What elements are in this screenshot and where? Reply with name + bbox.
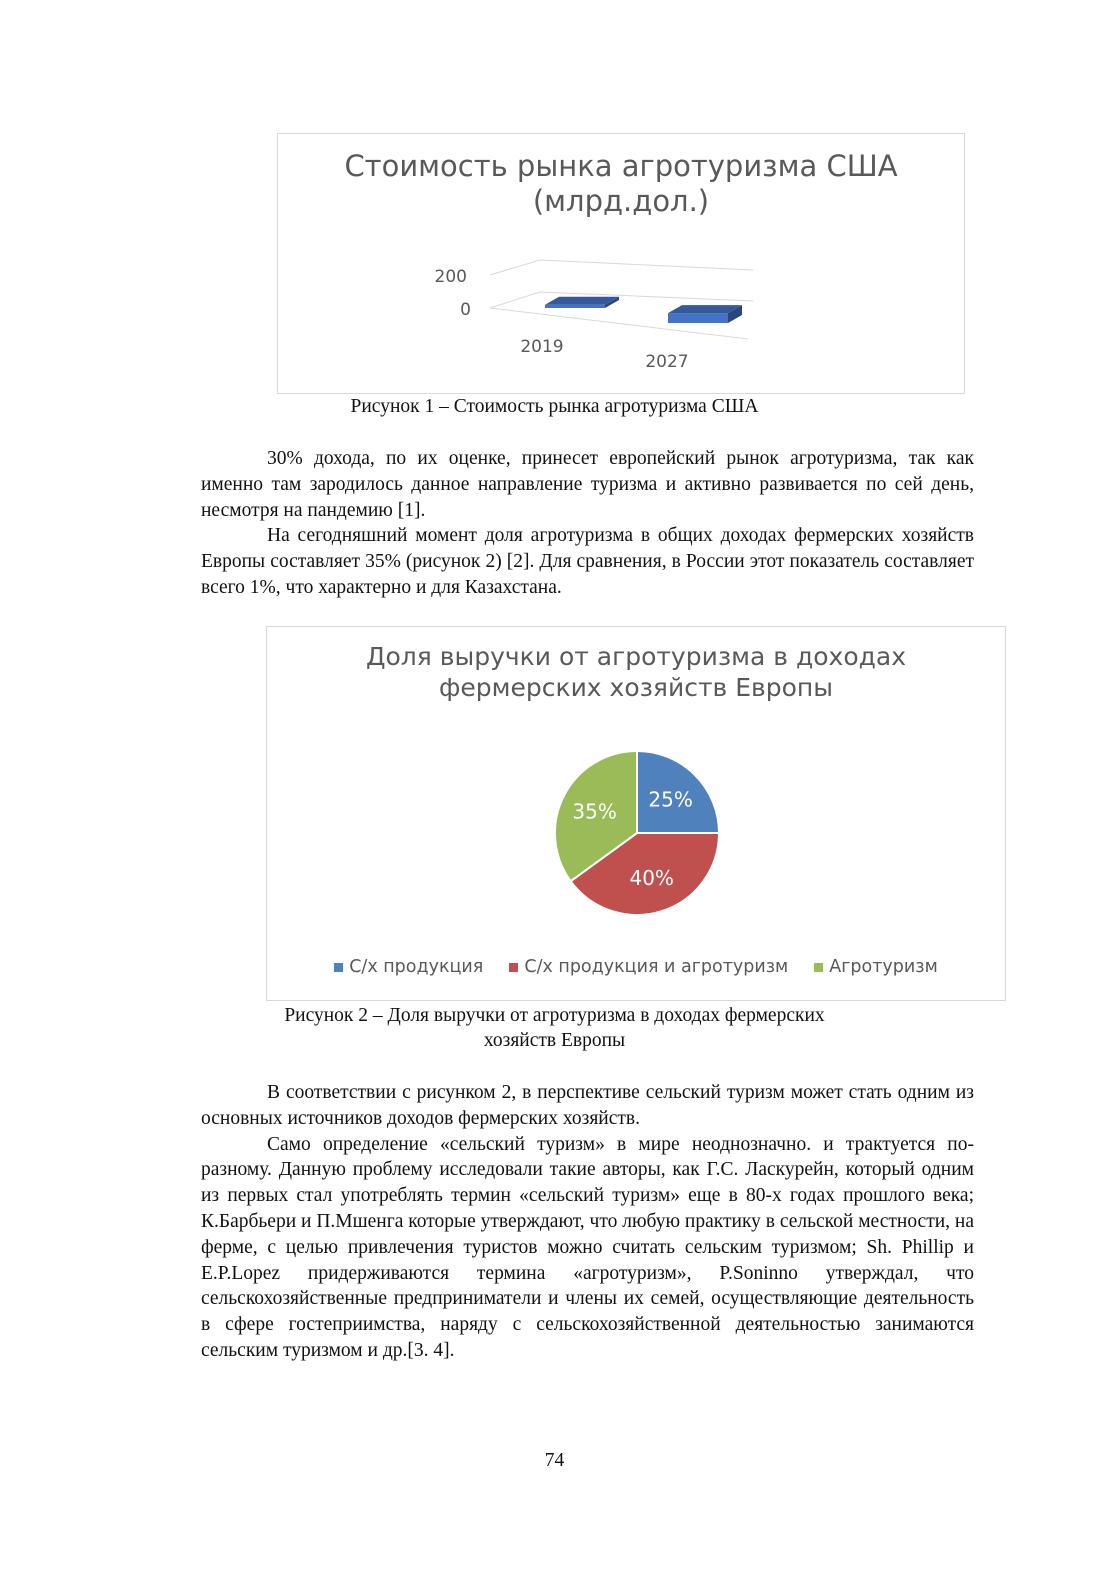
legend-label: С/х продукция (349, 957, 484, 977)
pie-chart (266, 626, 1006, 1001)
bar-chart-title-line1: Стоимость рынка агротуризма США (344, 149, 898, 183)
bar-2027-front (668, 313, 728, 323)
figure1-caption: Рисунок 1 – Стоимость рынка агротуризма США (350, 396, 759, 417)
y-tick-label-0: 0 (460, 300, 471, 320)
bar-2019-front (545, 305, 605, 308)
pie-chart-plot (267, 627, 1005, 947)
legend-swatch (814, 963, 823, 972)
pie-chart-title-line2: фермерских хозяйств Европы (438, 672, 833, 702)
bar-series (545, 297, 742, 323)
bar-chart-title-line2: (млрд.дол.) (532, 184, 710, 219)
bar-gridline-top (490, 260, 753, 275)
page-number: 74 (544, 1450, 565, 1471)
legend-swatch (334, 963, 343, 972)
legend-item (814, 957, 938, 977)
legend-item (509, 957, 788, 977)
paragraph: На сегодняшний момент доля агротуризма в общих доходах фермерских хозяйств Европы составляет 35% (рисунок 2) [2]. Для сравнения, в России этот показатель составляет всего 1%, что характерно и для Казахстана. (201, 525, 974, 598)
pie-data-label: 40% (629, 866, 674, 891)
text-block-top (201, 446, 974, 601)
figure2-caption-line1: Рисунок 2 – Доля выручки от агротуризма в доходах фермерских (284, 1005, 825, 1026)
paragraph: Само определение «сельский туризм» в мире неоднозначно. и трактуется по-разному. Данную проблему исследовали такие авторы, как Г.С. Ласкурейн, который одним из первых стал употреблять термин «сельский туризм» еще в 80-х годах прошлого века; К.Барбьери и П.Мшенга которые утверждают, что любую практику в сельской местности, на ферме, с целью привлечения туристов можно считать сельским туризмом; Sh. Phillip и E.P.Lopez придерживаются термина «агротуризм», P.Soninno утверждал, что сельскохозяйственные предприниматели и члены их семей, осуществляющие деятельность в сфере гостеприимства, наряду с сельскохозяйственной деятельностью занимаются сельским туризмом и др.[3. 4]. (201, 1133, 975, 1361)
x-tick-label-2027: 2027 (645, 352, 689, 372)
figure2-caption (0, 1003, 1109, 1053)
figure2-caption-line2: хозяйств Европы (483, 1030, 626, 1051)
legend-swatch (509, 963, 518, 972)
legend-label: Агротуризм (829, 957, 938, 977)
pie-data-label: 35% (572, 799, 617, 824)
x-tick-label-2019: 2019 (520, 337, 564, 357)
pie-legend (267, 957, 1005, 977)
legend-item (334, 957, 483, 977)
pie-data-label: 25% (648, 787, 693, 812)
y-tick-label-200: 200 (434, 267, 467, 287)
text-block-bottom (201, 1080, 974, 1364)
legend-label: С/х продукция и агротуризм (524, 957, 789, 977)
bar-chart-plot (278, 134, 964, 393)
paragraph: 30% дохода, по их оценке, принесет европейский рынок агротуризма, так как именно там зародилось данное направление туризма и активно развивается по сей день, несмотря на пандемию [1]. (201, 448, 974, 521)
paragraph: В соответствии с рисунком 2, в перспективе сельский туризм может стать одним из основных источников доходов фермерских хозяйств. (201, 1082, 974, 1129)
pie-chart-title-line1: Доля выручки от агротуризма в доходах (365, 642, 907, 671)
bar-chart (277, 133, 965, 394)
